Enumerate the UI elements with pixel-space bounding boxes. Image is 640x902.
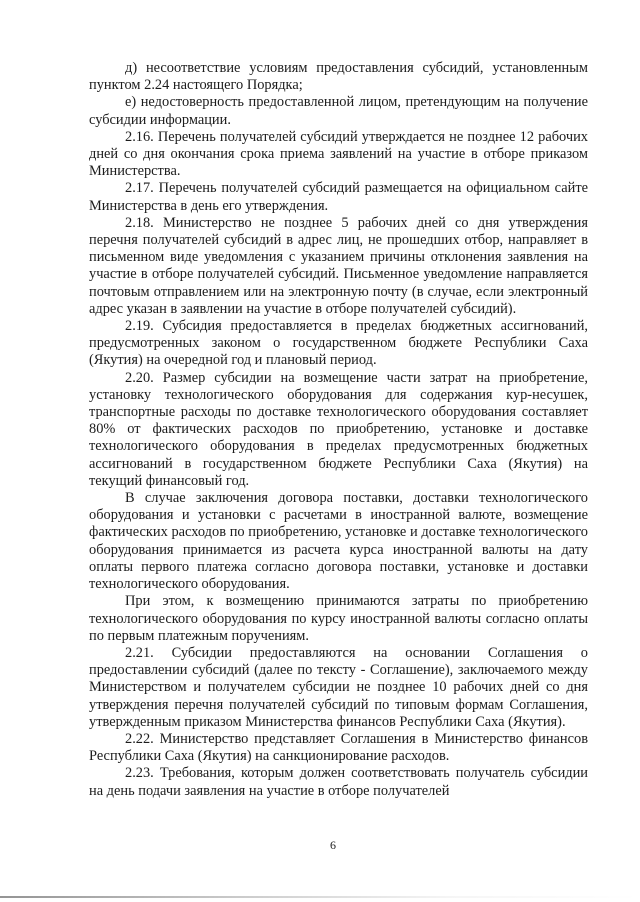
paragraph-2-19: 2.19. Субсидия предоставляется в пределах бюджетных ассигнований, предусмотренных законом о государственном бюджете Республики Саха (Якутия) на очередной год и плановый период. bbox=[89, 318, 588, 369]
paragraph-2-23: 2.23. Требования, которым должен соответствовать получатель субсидии на день подачи заявления на участие в отборе получателей bbox=[89, 765, 588, 799]
paragraph-2-18: 2.18. Министерство не позднее 5 рабочих дней со дня утверждения перечня получателей субсидий в адрес лиц, не прошедших отбор, направляет в письменном виде уведомления с указанием причины отклонения заявления на участие в отборе получателей субсидий. Письменное уведомление направляется почтовым отправлением или на электронную почту (в случае, если электронный адрес указан в заявлении на участие в отборе получателей субсидий). bbox=[89, 214, 588, 317]
paragraph-item-e: е) недостоверность предоставленной лицом, претендующим на получение субсидии информации. bbox=[89, 94, 588, 128]
paragraph-2-20: 2.20. Размер субсидии на возмещение части затрат на приобретение, установку технологического оборудования для содержания кур-несушек, транспортные расходы по доставке технологического оборудования составляет 80% от фактических расходов по приобретению, установке и доставке технологического оборудования в пределах предусмотренных бюджетных ассигнований в государственном бюджете Республики Саха (Якутия) на текущий финансовый год. bbox=[89, 369, 588, 489]
paragraph-reimbursement-rate: При этом, к возмещению принимаются затраты по приобретению технологического оборудования по курсу иностранной валюты согласно оплаты по первым платежным поручениям. bbox=[89, 593, 588, 644]
page-number: 6 bbox=[330, 838, 336, 852]
paragraph-item-d: д) несоответствие условиям предоставления субсидий, установленным пунктом 2.24 настоящего Порядка; bbox=[89, 60, 588, 94]
paragraph-2-16: 2.16. Перечень получателей субсидий утверждается не позднее 12 рабочих дней со дня окончания срока приема заявлений на участие в отборе приказом Министерства. bbox=[89, 128, 588, 180]
paragraph-foreign-currency: В случае заключения договора поставки, доставки технологического оборудования и установки с расчетами в иностранной валюте, возмещение фактических расходов по приобретению, установке и доставке технологического оборудования принимается из расчета курса иностранной валюты на дату оплаты первого платежа согласно договора поставки, установке и доставки технологического оборудования. bbox=[89, 490, 588, 593]
document-body bbox=[89, 60, 588, 800]
paragraph-2-17: 2.17. Перечень получателей субсидий размещается на официальном сайте Министерства в день его утверждения. bbox=[89, 180, 588, 214]
paragraph-2-22: 2.22. Министерство представляет Соглашения в Министерство финансов Республики Саха (Якутия) на санкционирование расходов. bbox=[89, 730, 588, 765]
scan-edge-shadow bbox=[0, 896, 640, 898]
paragraph-2-21: 2.21. Субсидии предоставляются на основании Соглашения о предоставлении субсидий (далее по тексту - Соглашение), заключаемого между Министерством и получателем субсидии не позднее 10 рабочих дней со дня утверждения перечня получателей субсидий по типовым формам Соглашения, утвержденным приказом Министерства финансов Республики Саха (Якутия). bbox=[89, 644, 588, 730]
